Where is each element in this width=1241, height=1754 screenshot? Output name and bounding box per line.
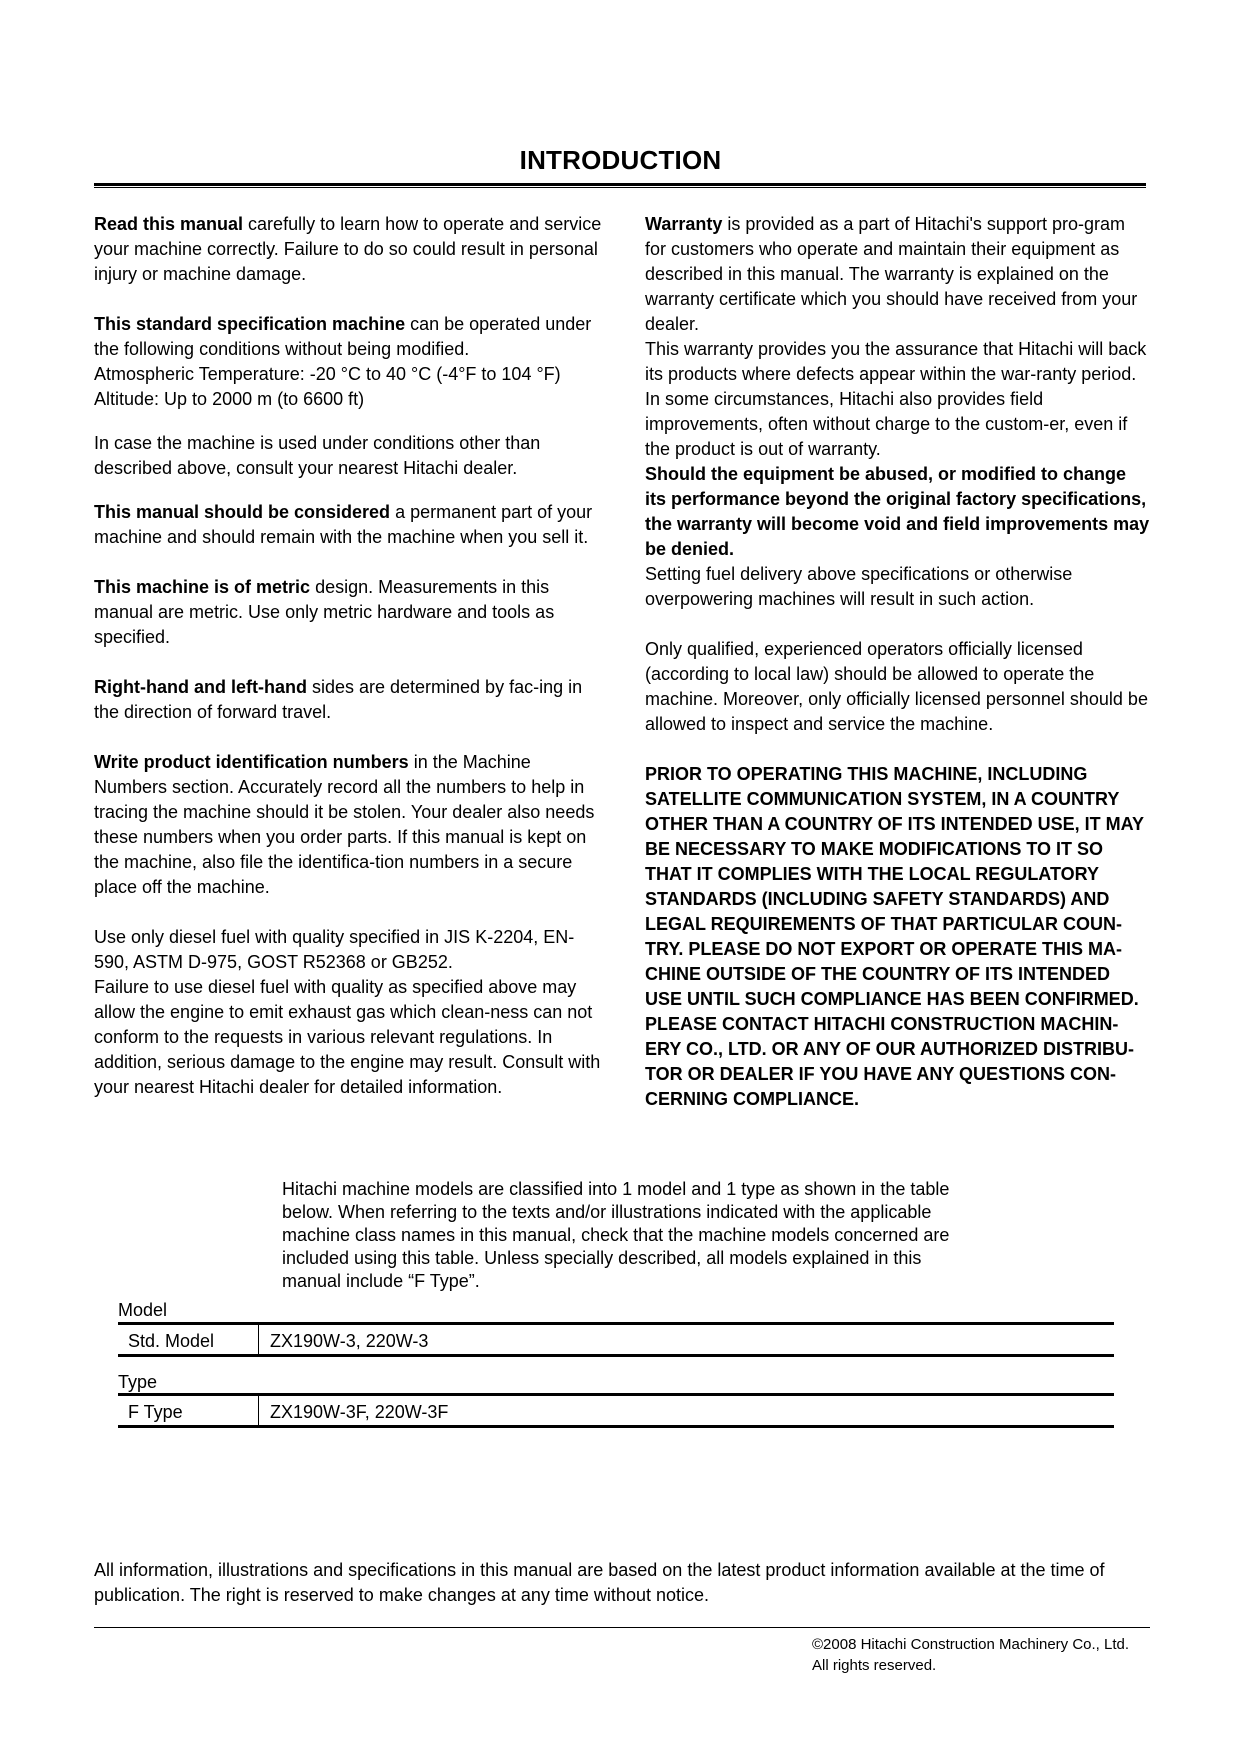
warranty-bold: Warranty	[645, 214, 723, 234]
diesel-fuel-paragraph	[94, 925, 606, 1100]
qualified-operators-paragraph: Only qualified, experienced operators officially licensed (according to local law) should be allowed to operate the machine. Moreover, only officially licensed personnel should be allowed to inspect and service the machine.	[645, 639, 1148, 734]
footer-rule	[94, 1627, 1150, 1628]
altitude-text: Altitude: Up to 2000 m (to 6600 ft)	[94, 389, 365, 409]
right-column	[645, 212, 1150, 1112]
column-divider	[258, 1396, 259, 1425]
copyright-line: ©2008 Hitachi Construction Machinery Co., Ltd.	[812, 1636, 1130, 1653]
page-title: INTRODUCTION	[519, 145, 722, 175]
model-name-cell: Std. Model	[128, 1331, 215, 1351]
title-rule	[94, 183, 1146, 188]
model-table-row	[118, 1322, 1114, 1357]
model-classification-paragraph: Hitachi machine models are classified into 1 model and 1 type as shown in the table below. When referring to the texts and/or illustrations indicated with the applicable machine class names in this manual, check that the machine models concerned are included using this table. Unless specially described, all models explained in this manual include “F Type”.	[282, 1179, 950, 1291]
export-compliance-paragraph: PRIOR TO OPERATING THIS MACHINE, INCLUDING SATELLITE COMMUNICATION SYSTEM, IN A COUNTRY OTHER THAN A COUNTRY OF ITS INTENDED USE, IT MAY BE NECESSARY TO MAKE MODIFICATIONS TO IT SO THAT IT COMPLIES WITH THE LOCAL REGULATORY STANDARDS (INCLUDING SAFETY STANDARDS) AND LEGAL REQUIREMENTS OF THAT PARTICULAR COUN-TRY. PLEASE DO NOT EXPORT OR OPERATE THIS MA-CHINE OUTSIDE OF THE COUNTRY OF ITS INTENDED USE UNTIL SUCH COMPLIANCE HAS BEEN CONFIRMED. PLEASE CONTACT HITACHI CONSTRUCTION MACHIN-ERY CO., LTD. OR ANY OF OUR AUTHORIZED DISTRIBU-TOR OR DEALER IF YOU HAVE ANY QUESTIONS CON-CERNING COMPLIANCE.	[645, 764, 1144, 1109]
permanent-part-bold: This manual should be considered	[94, 502, 391, 522]
type-label: Type	[118, 1372, 158, 1392]
warranty-text: is provided as a part of Hitachi's support pro-gram for customers who operate and maintain their equipment as described in this manual. The warranty is explained on the warranty certificate which you should have received from your dealer.	[645, 214, 1138, 334]
metric-text: design. Measurements in this manual are metric. Use only metric hardware and tools as specified.	[94, 577, 555, 647]
metric-paragraph	[94, 575, 606, 650]
type-value-cell: ZX190W-3F, 220W-3F	[270, 1402, 449, 1422]
read-manual-bold: Read this manual	[94, 214, 244, 234]
warranty-paragraph	[645, 212, 1150, 612]
sides-text: sides are determined by fac-ing in the direction of forward travel.	[94, 677, 583, 722]
fuel-delivery-text: Setting fuel delivery above specifications or otherwise overpowering machines will result in such action.	[645, 564, 1073, 609]
read-manual-text: carefully to learn how to operate and service your machine correctly. Failure to do so could result in personal injury or machine damage.	[94, 214, 602, 284]
model-label: Model	[118, 1300, 168, 1320]
disclaimer-paragraph: All information, illustrations and specifications in this manual are based on the latest product information available at the time of publication. The right is reserved to make changes at any time without notice.	[94, 1560, 1105, 1605]
permanent-part-text: a permanent part of your machine and should remain with the machine when you sell it.	[94, 502, 593, 547]
left-column	[94, 212, 606, 1100]
diesel-fuel-warning-text: Failure to use diesel fuel with quality as specified above may allow the engine to emit exhaust gas which clean-ness can not conform to the requests in various relevant regulations. In addition, serious damage to the engine may result. Consult with your nearest Hitachi dealer for detailed information.	[94, 977, 601, 1097]
column-divider	[258, 1325, 259, 1354]
warranty-void-bold: Should the equipment be abused, or modified to change its performance beyond the original factory specifications, the warranty will become void and field improvements may be denied.	[645, 464, 1150, 559]
model-value-cell: ZX190W-3, 220W-3	[270, 1331, 429, 1351]
identification-bold: Write product identification numbers	[94, 752, 409, 772]
permanent-part-paragraph	[94, 500, 606, 550]
copyright-block	[812, 1634, 1152, 1676]
warranty-assurance-text: This warranty provides you the assurance that Hitachi will back its products where defects appear within the war-ranty period. In some circumstances, Hitachi also provides field improvements, often without charge to the custom-er, even if the product is out of warranty.	[645, 339, 1147, 459]
type-table-row	[118, 1393, 1114, 1428]
temperature-text: Atmospheric Temperature: -20 °C to 40 °C (-4°F to 104 °F)	[94, 364, 561, 384]
identification-text: in the Machine Numbers section. Accurately record all the numbers to help in tracing the machine should it be stolen. Your dealer also needs these numbers when you order parts. If this manual is kept on the machine, also file the identifica-tion numbers in a secure place off the machine.	[94, 752, 595, 897]
metric-bold: This machine is of metric	[94, 577, 311, 597]
diesel-fuel-text: Use only diesel fuel with quality specified in JIS K-2204, EN-590, ASTM D-975, GOST R52368 or GB252.	[94, 927, 575, 972]
read-manual-paragraph	[94, 212, 606, 287]
rights-reserved-line: All rights reserved.	[812, 1657, 937, 1674]
standard-spec-text: can be operated under the following conditions without being modified.	[94, 314, 592, 359]
standard-spec-paragraph	[94, 312, 606, 412]
sides-bold: Right-hand and left-hand	[94, 677, 307, 697]
identification-paragraph	[94, 750, 606, 900]
type-name-cell: F Type	[128, 1402, 183, 1422]
other-conditions-paragraph: In case the machine is used under conditions other than described above, consult your nearest Hitachi dealer.	[94, 433, 541, 478]
sides-paragraph	[94, 675, 606, 725]
standard-spec-bold: This standard specification machine	[94, 314, 406, 334]
